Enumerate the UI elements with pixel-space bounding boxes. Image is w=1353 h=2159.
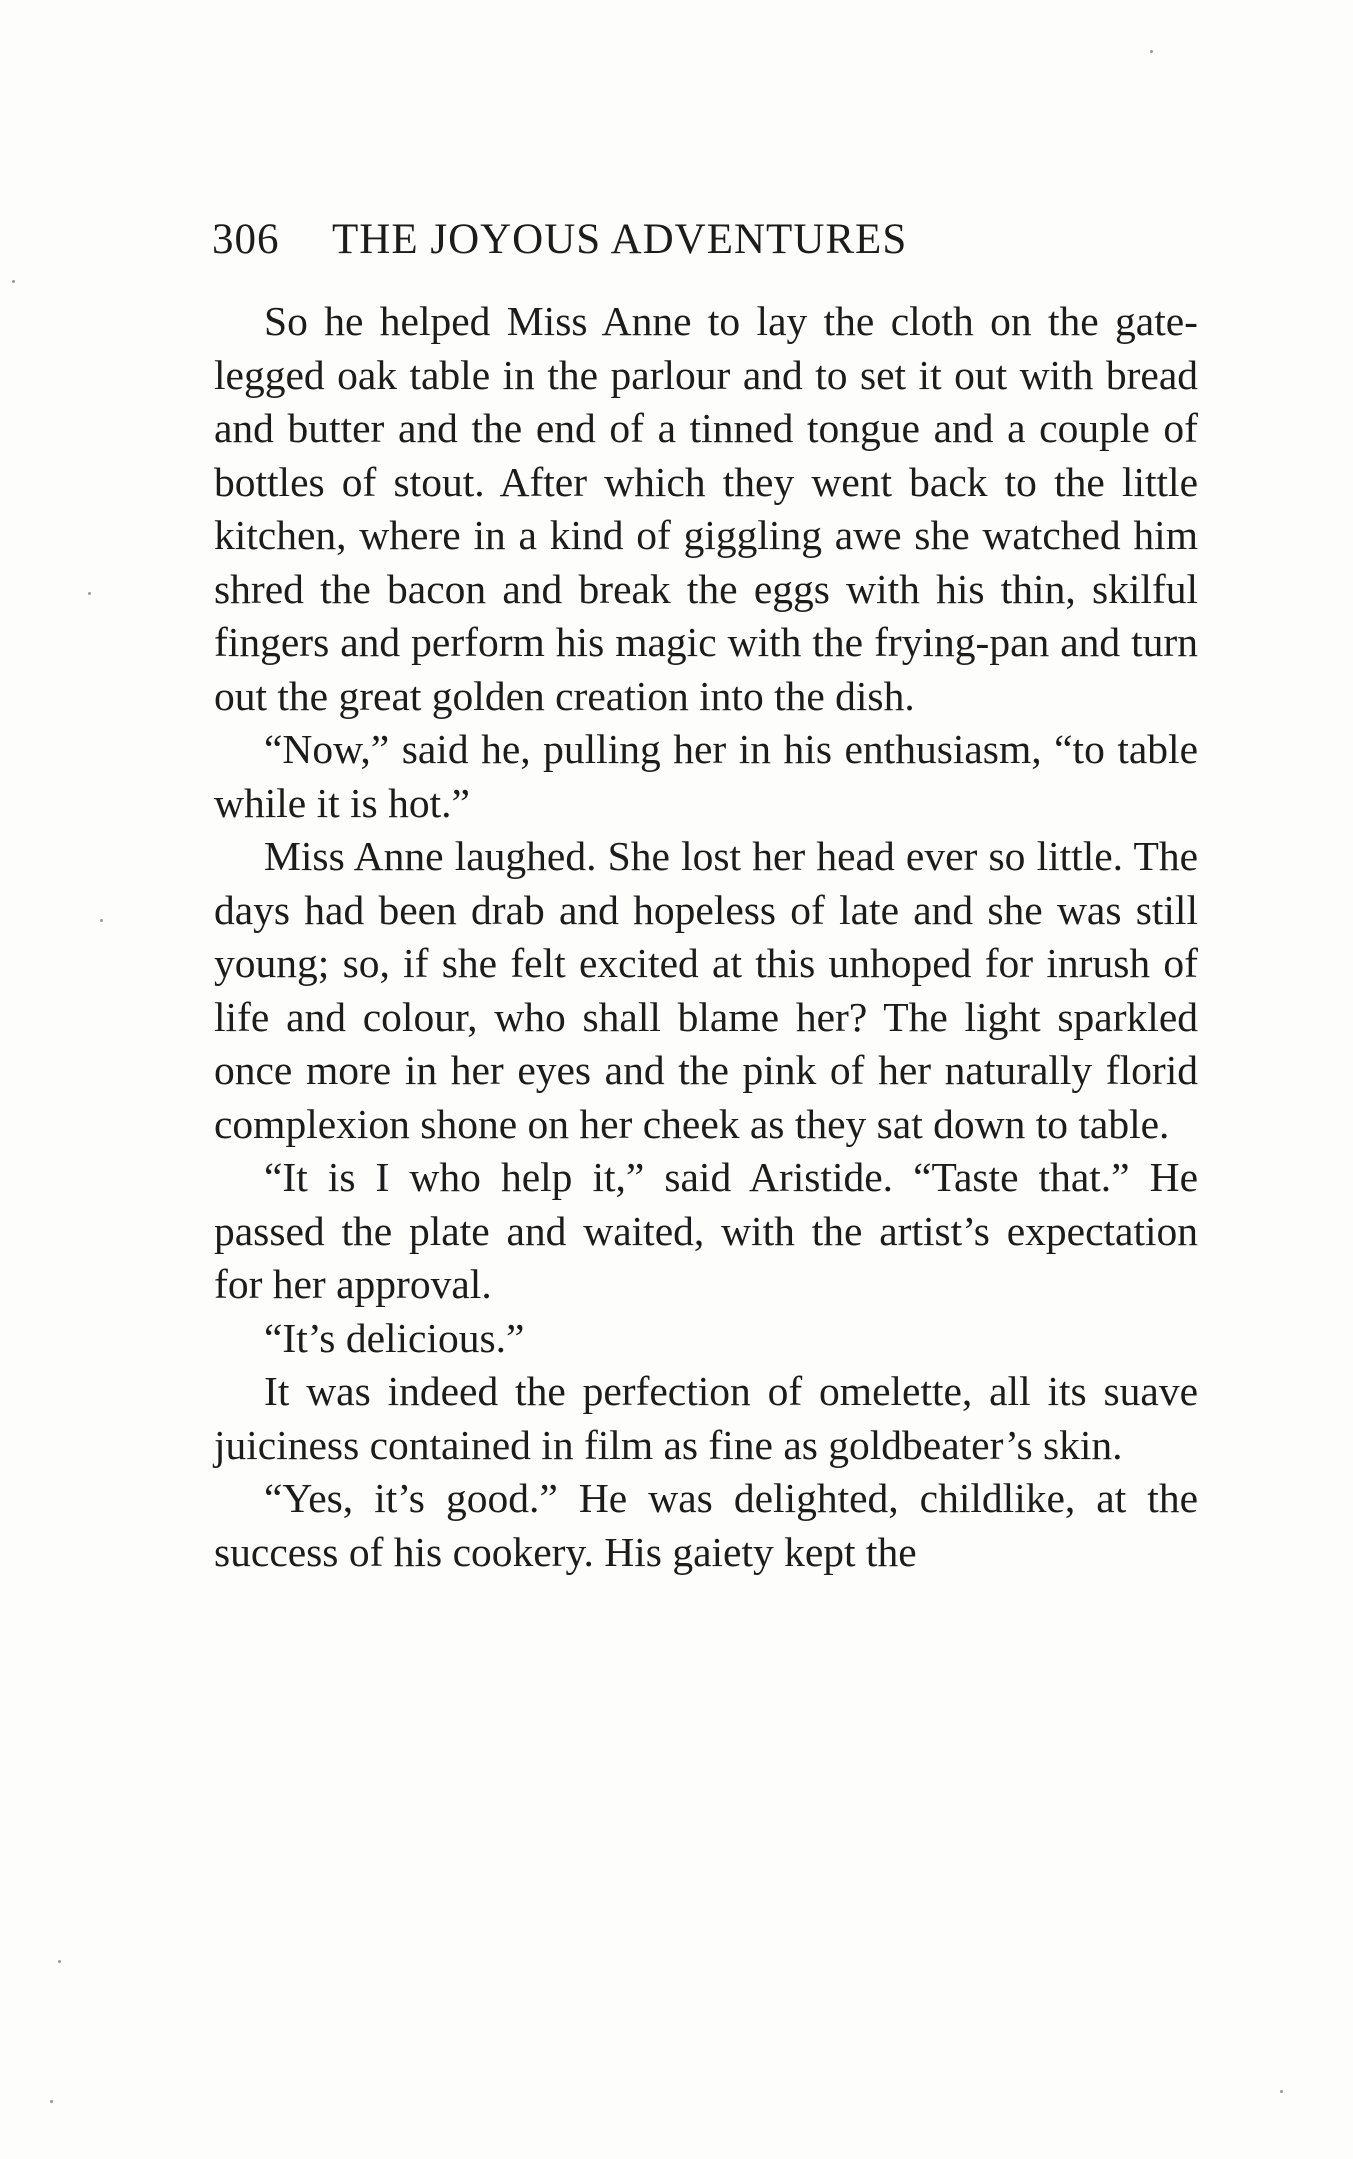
paragraph: So he helped Miss Anne to lay the cloth on the gate-legged oak table in the parlour and to set it out with bread and butter and the end of a tinned tongue and a couple of bottles of stout. After which they went back to the little kitchen, where in a kind of giggling awe she watched him shred the bacon and break the eggs with his thin, skilful fingers and perform his magic with the frying-pan and turn out the great golden creation into the dish. (214, 298, 1198, 719)
paragraph: “Now,” said he, pulling her in his enthusiasm, “to table while it is hot.” (214, 726, 1198, 826)
paragraph: “Yes, it’s good.” He was delighted, childlike, at the success of his cookery. His gaiety kept the (214, 1475, 1198, 1575)
paragraph: “It is I who help it,” said Aristide. “Taste that.” He passed the plate and waited, with the artist’s expectation for her approval. (214, 1154, 1198, 1307)
running-title: THE JOYOUS ADVENTURES (332, 216, 908, 263)
scan-speck (58, 1960, 61, 1963)
page-header (212, 208, 1212, 272)
body-text (214, 295, 1198, 1579)
paragraph: Miss Anne laughed. She lost her head ever so little. The days had been drab and hopeless of late and she was still young; so, if she felt excited at this unhoped for inrush of life and colour, who shall blame her? The light sparkled once more in her eyes and the pink of her naturally florid complexion shone on her cheek as they sat down to table. (214, 833, 1198, 1147)
paragraph: “It’s delicious.” (264, 1314, 525, 1361)
scan-speck (12, 280, 15, 283)
page-number: 306 (212, 216, 280, 263)
scan-speck (100, 919, 103, 922)
scan-speck (88, 592, 91, 595)
scan-speck (1150, 50, 1153, 53)
paragraph: It was indeed the perfection of omelette, all its suave juiciness contained in film as fine as goldbeater’s skin. (214, 1368, 1198, 1468)
scan-speck (50, 2100, 53, 2103)
scan-speck (1280, 2090, 1283, 2093)
